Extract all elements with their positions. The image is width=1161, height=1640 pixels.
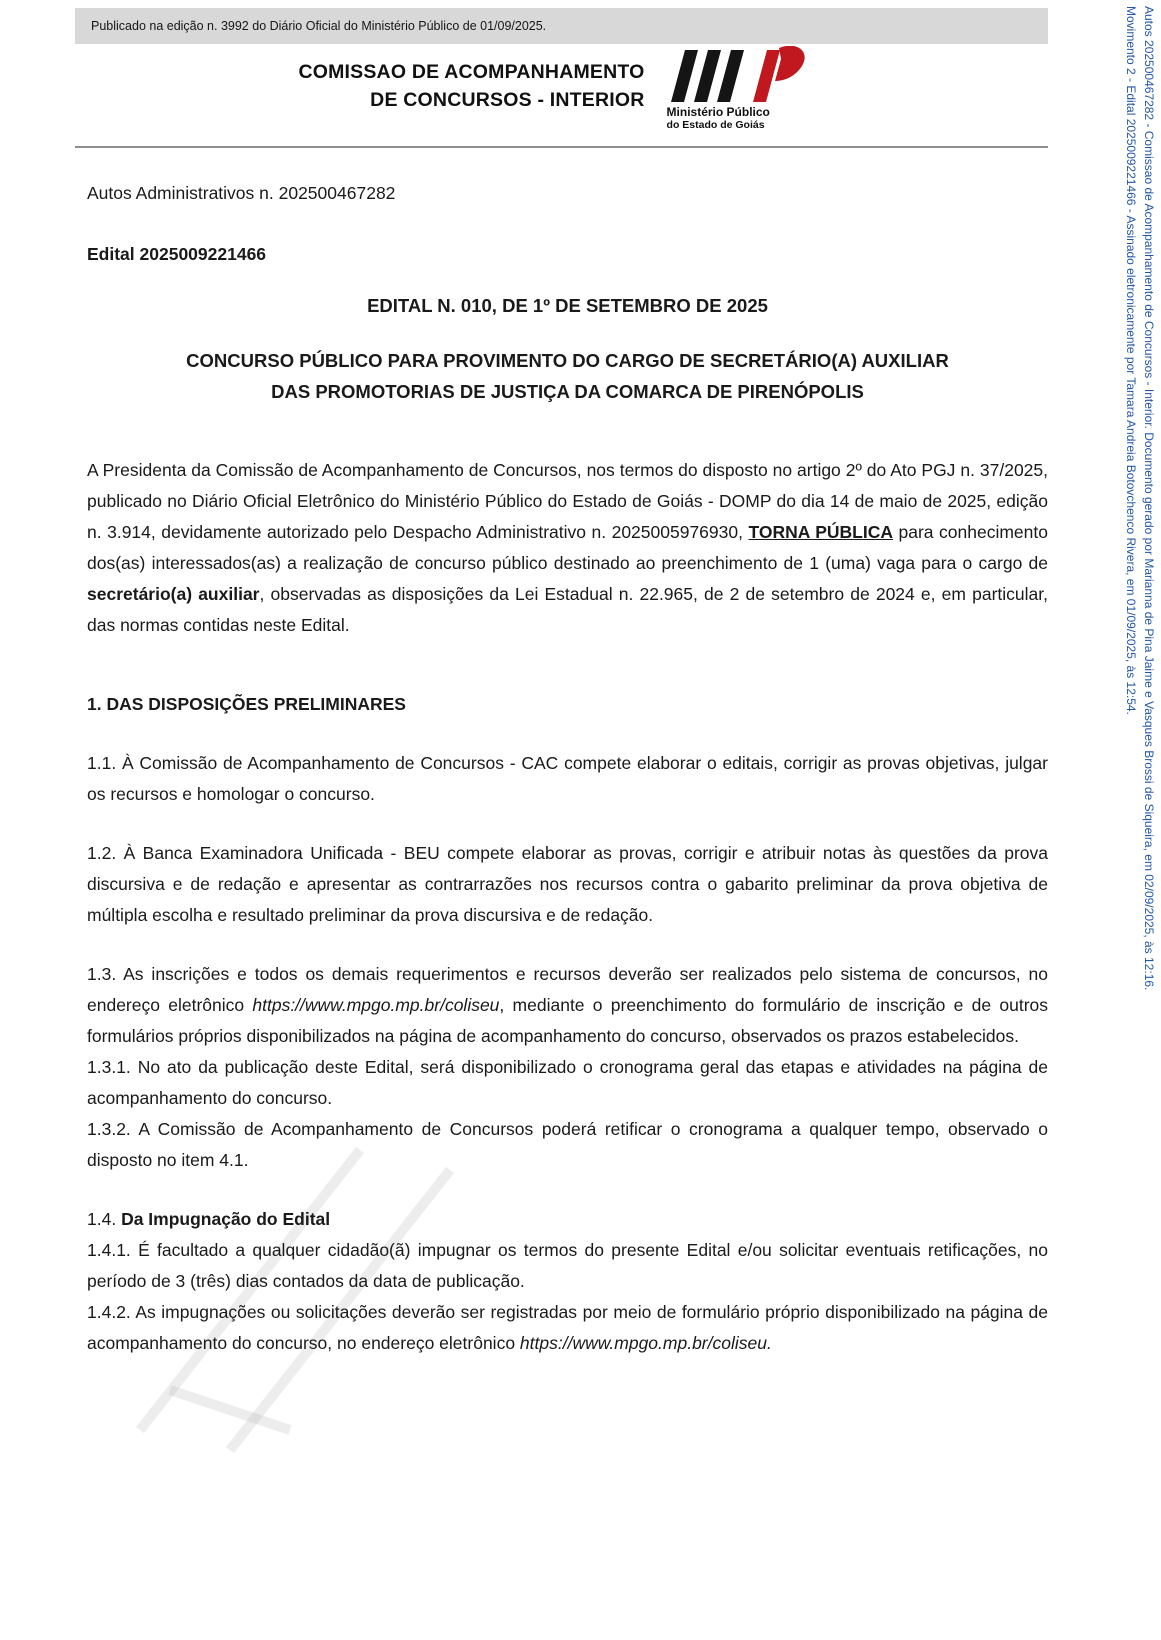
paragraph-1-4 — [87, 1204, 1048, 1235]
edital-number-line: Edital 2025009221466 — [87, 244, 267, 264]
commission-title-line2: DE CONCURSOS - INTERIOR — [370, 89, 645, 111]
mpgo-logo-caption-line1: Ministério Público — [666, 105, 770, 119]
url-link[interactable]: https://www.mpgo.mp.br/coliseu. — [519, 1333, 772, 1353]
edital-subtitle-line1: CONCURSO PÚBLICO PARA PROVIMENTO DO CARGO DE SECRETÁRIO(A) AUXILIAR — [186, 350, 949, 371]
document-header — [75, 46, 1048, 132]
url-link[interactable]: https://www.mpgo.mp.br/coliseu — [252, 995, 500, 1015]
mpgo-logo — [667, 46, 825, 132]
document-body — [87, 178, 1048, 1359]
text-segment: 1.4.2. As impugnações ou solicitações deverão ser registradas por meio de formulário próprio disponibilizado na página de acompanhamento do concurso, no endereço eletrônico — [87, 1302, 1048, 1353]
edital-subtitle — [87, 345, 1048, 407]
document-blocks — [87, 455, 1048, 1359]
paragraph-1-3-2 — [87, 1114, 1048, 1176]
text-segment: 1.3.1. No ato da publicação deste Edital, será disponibilizado o cronograma geral das etapas e atividades na página de acompanhamento do concurso. — [87, 1057, 1048, 1108]
text-segment: 1.4. — [87, 1209, 122, 1229]
mpgo-logo-icon — [667, 46, 817, 104]
paragraph-1-3-1 — [87, 1052, 1048, 1114]
text-segment: , observadas as disposições da Lei Estadual n. 22.965, de 2 de setembro de 2024 e, em particular, das normas contidas neste Edital. — [87, 584, 1048, 635]
paragraph-1-3 — [87, 959, 1048, 1052]
mpgo-logo-caption — [667, 106, 770, 132]
text-segment: 1.3. As inscrições e todos os demais requerimentos e recursos deverão ser realizados pelo sistema de concursos, no endereço eletrônico — [87, 964, 1048, 1015]
paragraph-1-4-1 — [87, 1235, 1048, 1297]
paragraph-intro — [87, 455, 1048, 641]
text-segment: 1.1. À Comissão de Acompanhamento de Concursos - CAC compete elaborar o editais, corrigir as provas objetivas, julgar os recursos e homologar o concurso. — [87, 753, 1048, 804]
publication-notice-text: Publicado na edição n. 3992 do Diário Oficial do Ministério Público de 01/09/2025. — [91, 19, 547, 33]
section-heading-1 — [87, 689, 1048, 720]
commission-title — [298, 46, 644, 114]
text-segment: 1.4.1. É facultado a qualquer cidadão(ã) impugnar os termos do presente Edital e/ou solicitar eventuais retificações, no período de 3 (três) dias contados da data de publicação. — [87, 1240, 1048, 1291]
paragraph-1-4-2 — [87, 1297, 1048, 1359]
text-segment: , mediante o preenchimento do formulário de inscrição e de outros formulários próprios disponibilizados na página de acompanhamento do concurso, observados os prazos estabelecidos. — [87, 995, 1048, 1046]
text-segment: A Presidenta da Comissão de Acompanhamento de Concursos, nos termos do disposto no artigo 2º do Ato PGJ n. 37/2025, publicado no Diário Oficial Eletrônico do Ministério Público do Estado de Goiás - DOMP do dia 14 de maio de 2025, edição n. 3.914, devidamente autorizado pelo Despacho Administrativo n. 2025005976930, — [87, 460, 1048, 542]
signature-sidebar-line2: Movimento 2 - Edital 2025009221466 - Assinado eletronicamente por Tamara Andreia Botovchenco Rivera, em 01/09/2025, às 12:54. — [1124, 6, 1138, 715]
text-segment: secretário(a) auxiliar — [87, 584, 260, 604]
text-segment: 1.3.2. A Comissão de Acompanhamento de Concursos poderá retificar o cronograma a qualquer tempo, observado o disposto no item 4.1. — [87, 1119, 1048, 1170]
text-segment: Da Impugnação do Edital — [121, 1209, 331, 1229]
paragraph-1-1 — [87, 748, 1048, 810]
edital-subtitle-line2: DAS PROMOTORIAS DE JUSTIÇA DA COMARCA DE PIRENÓPOLIS — [271, 381, 864, 402]
text-segment: 1.2. À Banca Examinadora Unificada - BEU compete elaborar as provas, corrigir e atribuir notas às questões da prova discursiva e de redação e apresentar as contrarrazões nos recursos contra o gabarito preliminar da prova objetiva de múltipla escolha e resultado preliminar da prova discursiva e de redação. — [87, 843, 1048, 925]
mpgo-logo-caption-line2: do Estado de Goiás — [666, 119, 765, 131]
publication-notice-bar — [75, 8, 1048, 44]
text-segment: para conhecimento dos(as) interessados(as) a realização de concurso público destinado ao preenchimento de 1 (uma) vaga para o cargo de — [87, 522, 1048, 573]
paragraph-1-2 — [87, 838, 1048, 931]
header-divider — [75, 146, 1048, 148]
edital-title: EDITAL N. 010, DE 1º DE SETEMBRO DE 2025 — [367, 295, 768, 316]
autos-number-line: Autos Administrativos n. 202500467282 — [87, 183, 396, 203]
text-segment: 1. DAS DISPOSIÇÕES PRELIMINARES — [87, 694, 406, 714]
commission-title-line1: COMISSAO DE ACOMPANHAMENTO — [298, 61, 645, 83]
signature-sidebar — [1120, 6, 1159, 1634]
text-segment: TORNA PÚBLICA — [748, 522, 893, 542]
signature-sidebar-line1: Autos 202500467282 - Comissao de Acompanhamento de Concursos - Interior. Documento gerado por Marianna de Pina Jaime e Vasques Brossi de Siqueira, em 02/09/2025, às 12:16. — [1142, 6, 1156, 991]
